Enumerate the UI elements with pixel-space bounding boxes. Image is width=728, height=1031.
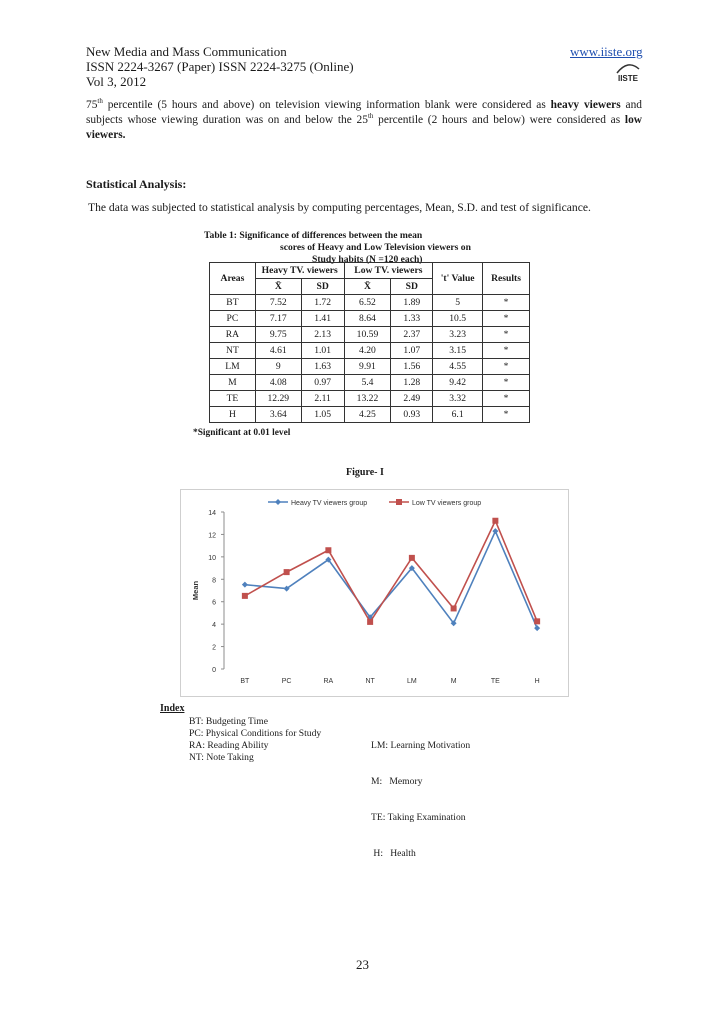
x-tick-label: BT (240, 678, 250, 685)
table-cell-t: 3.15 (433, 343, 483, 359)
figure-title: Figure- I (346, 467, 384, 478)
x-tick-label: H (534, 678, 540, 685)
col-group-low: Low TV. viewers (344, 263, 433, 279)
table-cell-t: 10.5 (433, 311, 483, 327)
table-row (210, 407, 530, 423)
table-row (210, 343, 530, 359)
table-cell-hsd: 0.97 (301, 375, 344, 391)
data-point-diamond (534, 625, 540, 631)
table-cell-hsd: 1.72 (301, 295, 344, 311)
table-row (210, 311, 530, 327)
table-cell-t: 3.32 (433, 391, 483, 407)
x-tick-label: TE (490, 678, 500, 685)
series-line-0 (245, 531, 537, 628)
significance-table (209, 262, 530, 423)
table-cell-hsd: 1.05 (301, 407, 344, 423)
table-cell-hm: 9.75 (255, 327, 301, 343)
table-cell-area: LM (210, 359, 256, 375)
index-title: Index (160, 703, 185, 714)
table-caption: Table 1: Significance of differences between the mean scores of Heavy and Low Television viewers on Study habits (N =120 each) (204, 230, 471, 265)
data-point-diamond (242, 582, 248, 588)
data-point-square (492, 518, 498, 524)
intro-paragraph: 75th percentile (5 hours and above) on television viewing information blank were considered as heavy viewers and subjects whose viewing duration was on and below the 25th percentile (2 hours and below) were considered as low viewers. (86, 97, 642, 141)
col-t-value: 't' Value (433, 263, 483, 295)
y-tick-label: 2 (212, 644, 216, 652)
table-cell-hm: 4.61 (255, 343, 301, 359)
table-cell-hsd: 2.11 (301, 391, 344, 407)
table-cell-r: * (483, 343, 530, 359)
table-cell-hsd: 2.13 (301, 327, 344, 343)
table-cell-lm: 4.25 (344, 407, 391, 423)
table-row (210, 375, 530, 391)
table-cell-area: BT (210, 295, 256, 311)
analysis-paragraph: The data was subjected to statistical analysis by computing percentages, Mean, S.D. and test of significance. (88, 201, 591, 214)
y-tick-label: 6 (212, 599, 216, 607)
table-cell-hm: 7.17 (255, 311, 301, 327)
table-cell-area: M (210, 375, 256, 391)
index-left-list (189, 716, 321, 764)
line-chart (181, 490, 568, 696)
col-heavy-sd: SD (301, 279, 344, 295)
iiste-logo (615, 59, 641, 85)
table-row (210, 391, 530, 407)
table-cell-lsd: 1.33 (391, 311, 433, 327)
data-point-square (284, 569, 290, 575)
table-cell-lsd: 2.37 (391, 327, 433, 343)
data-point-square (242, 593, 248, 599)
legend-label: Heavy TV viewers group (291, 500, 368, 507)
table-cell-r: * (483, 295, 530, 311)
data-point-square (409, 555, 415, 561)
chart-frame (180, 489, 569, 697)
legend-label: Low TV viewers group (412, 500, 482, 507)
table-cell-lsd: 0.93 (391, 407, 433, 423)
index-right-list (371, 716, 470, 872)
data-point-square (367, 619, 373, 625)
table-cell-t: 4.55 (433, 359, 483, 375)
table-cell-hm: 9 (255, 359, 301, 375)
table-cell-lm: 8.64 (344, 311, 391, 327)
table-cell-lsd: 2.49 (391, 391, 433, 407)
table-cell-hm: 4.08 (255, 375, 301, 391)
table-cell-hsd: 1.01 (301, 343, 344, 359)
table-cell-r: * (483, 359, 530, 375)
table-cell-area: RA (210, 327, 256, 343)
table-cell-hsd: 1.41 (301, 311, 344, 327)
col-heavy-mean: X̄ (255, 279, 301, 295)
y-tick-label: 8 (212, 577, 216, 585)
y-axis-label: Mean (191, 580, 200, 601)
col-areas: Areas (210, 263, 256, 295)
index-item: M: Memory (371, 776, 423, 787)
y-tick-label: 4 (212, 622, 216, 630)
table-row (210, 295, 530, 311)
table-cell-area: NT (210, 343, 256, 359)
table-cell-hm: 12.29 (255, 391, 301, 407)
table-cell-r: * (483, 327, 530, 343)
data-point-diamond (492, 528, 498, 534)
table-row (210, 359, 530, 375)
legend-marker-square (396, 499, 402, 505)
index-item: H: Health (371, 848, 416, 859)
table-cell-r: * (483, 391, 530, 407)
col-low-mean: X̄ (344, 279, 391, 295)
table-cell-area: H (210, 407, 256, 423)
y-tick-label: 10 (208, 554, 216, 562)
table-cell-hm: 7.52 (255, 295, 301, 311)
table-cell-lm: 9.91 (344, 359, 391, 375)
y-tick-label: 12 (208, 532, 216, 540)
table-row (210, 327, 530, 343)
table-cell-lm: 10.59 (344, 327, 391, 343)
x-tick-label: PC (281, 678, 292, 685)
table-cell-lm: 5.4 (344, 375, 391, 391)
table-cell-t: 5 (433, 295, 483, 311)
table-cell-lsd: 1.28 (391, 375, 433, 391)
data-point-square (325, 547, 331, 553)
table-cell-r: * (483, 375, 530, 391)
section-heading: Statistical Analysis: (86, 177, 187, 191)
index-item: NT: Note Taking (189, 752, 254, 763)
table-cell-lsd: 1.07 (391, 343, 433, 359)
table-cell-lsd: 1.56 (391, 359, 433, 375)
table-cell-area: TE (210, 391, 256, 407)
table-cell-r: * (483, 311, 530, 327)
index-item: BT: Budgeting Time (189, 716, 268, 727)
y-tick-label: 14 (208, 510, 216, 517)
x-tick-label: M (450, 678, 457, 685)
table-cell-lm: 4.20 (344, 343, 391, 359)
table-cell-lm: 13.22 (344, 391, 391, 407)
table-cell-lm: 6.52 (344, 295, 391, 311)
page-number: 23 (356, 957, 369, 972)
col-low-sd: SD (391, 279, 433, 295)
col-group-heavy: Heavy TV. viewers (255, 263, 344, 279)
volume-line: Vol 3, 2012 (86, 74, 147, 89)
x-tick-label: NT (365, 678, 375, 685)
table-cell-r: * (483, 407, 530, 423)
index-item: TE: Taking Examination (371, 812, 466, 823)
table-cell-t: 6.1 (433, 407, 483, 423)
x-tick-label: LM (407, 678, 417, 685)
index-item: LM: Learning Motivation (371, 740, 471, 751)
legend-marker-diamond (275, 499, 281, 505)
issn-line: ISSN 2224-3267 (Paper) ISSN 2224-3275 (Online) (86, 59, 354, 74)
table-cell-lsd: 1.89 (391, 295, 433, 311)
table-footnote: *Significant at 0.01 level (193, 428, 291, 438)
journal-name: New Media and Mass Communication (86, 44, 287, 59)
x-tick-label: RA (323, 678, 334, 685)
table-cell-t: 3.23 (433, 327, 483, 343)
journal-website-link[interactable]: www.iiste.org (570, 44, 643, 59)
index-item: PC: Physical Conditions for Study (189, 728, 322, 739)
y-tick-label: 0 (212, 667, 216, 674)
data-point-square (451, 605, 457, 611)
table-cell-area: PC (210, 311, 256, 327)
table-cell-hm: 3.64 (255, 407, 301, 423)
col-results: Results (483, 263, 530, 295)
table-cell-t: 9.42 (433, 375, 483, 391)
logo-text: IISTE (617, 74, 639, 83)
data-point-square (534, 618, 540, 624)
index-item: RA: Reading Ability (189, 740, 269, 751)
table-cell-hsd: 1.63 (301, 359, 344, 375)
